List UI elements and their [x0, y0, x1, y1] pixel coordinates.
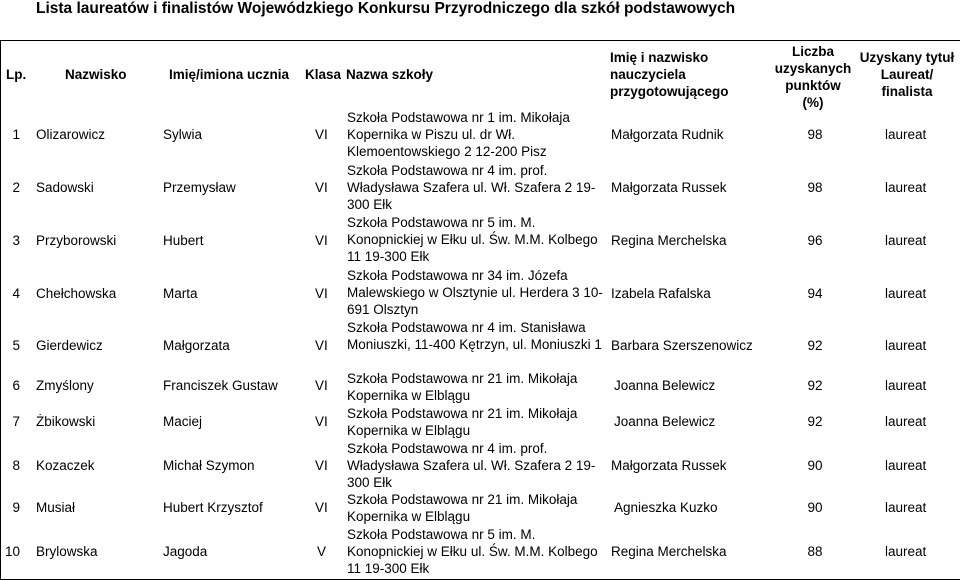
row-lp: 3 — [12, 233, 20, 248]
row-award: laureat — [885, 338, 927, 353]
row-lp: 6 — [12, 378, 20, 393]
row-surname: Brylowska — [36, 544, 98, 559]
row-surname: Sadowski — [36, 180, 94, 195]
row-teacher: Agnieszka Kuzko — [614, 500, 718, 515]
row-school: Szkoła Podstawowa nr 21 im. Mikołaja Kopernika w Elblągu — [347, 371, 578, 403]
header-points-line-1: Liczba — [791, 44, 834, 59]
row-school: Szkoła Podstawowa nr 5 im. M. Konopnickiej w Ełku ul. Św. M.M. Kolbego 11 19-300 Ełk — [347, 215, 598, 264]
row-points: 92 — [807, 414, 823, 429]
row-award: laureat — [885, 414, 927, 429]
header-lp: Lp. — [6, 67, 27, 82]
row-award: laureat — [885, 180, 927, 195]
row-surname: Kozaczek — [36, 458, 95, 473]
row-lp: 9 — [12, 500, 20, 515]
row-lp: 4 — [12, 286, 20, 301]
row-teacher: Izabela Rafalska — [611, 286, 711, 301]
row-points: 98 — [807, 127, 823, 142]
header-school: Nazwa szkoły — [346, 67, 434, 82]
row-points: 92 — [807, 378, 823, 393]
row-lp: 7 — [12, 414, 20, 429]
row-points: 90 — [807, 458, 823, 473]
row-class: VI — [315, 500, 328, 515]
row-lp: 1 — [12, 127, 20, 142]
row-teacher: Małgorzata Russek — [611, 458, 727, 473]
row-award: laureat — [885, 500, 927, 515]
row-class: VI — [315, 378, 328, 393]
row-points: 90 — [807, 500, 823, 515]
row-firstnames: Marta — [163, 286, 198, 301]
row-points: 98 — [807, 180, 823, 195]
header-points-line-2: uzyskanych — [774, 61, 852, 76]
table-bottom-border — [0, 579, 960, 580]
row-award: laureat — [885, 458, 927, 473]
row-award: laureat — [885, 544, 927, 559]
row-teacher: Joanna Belewicz — [614, 378, 716, 393]
row-teacher: Joanna Belewicz — [614, 414, 716, 429]
header-award-line-3: finalista — [881, 84, 933, 99]
row-points: 94 — [807, 286, 823, 301]
row-school: Szkoła Podstawowa nr 1 im. Mikołaja Kopernika w Piszu ul. dr Wł. Klemoentowskiego 2 12-200 Pisz — [347, 110, 570, 159]
row-surname: Przyborowski — [36, 233, 117, 248]
row-class: V — [317, 544, 327, 559]
header-surname: Nazwisko — [65, 67, 127, 82]
row-school: Szkoła Podstawowa nr 4 im. prof. Władysława Szafera ul. Wł. Szafera 2 19-300 Ełk — [347, 163, 596, 212]
row-class: VI — [315, 180, 328, 195]
row-firstnames: Franciszek Gustaw — [163, 378, 278, 393]
row-class: VI — [315, 127, 328, 142]
header-award-line-2: Laureat/ — [880, 67, 934, 82]
row-firstnames: Małgorzata — [163, 338, 230, 353]
row-firstnames: Sylwia — [163, 127, 203, 142]
row-award: laureat — [885, 127, 927, 142]
row-lp: 5 — [12, 338, 20, 353]
row-class: VI — [315, 414, 328, 429]
row-points: 92 — [807, 338, 823, 353]
row-class: VI — [315, 286, 328, 301]
header-award — [854, 49, 960, 100]
row-points: 88 — [807, 544, 823, 559]
header-points-line-4: (%) — [802, 95, 824, 110]
row-firstnames: Maciej — [163, 414, 203, 429]
header-points-line-3: punktów — [785, 78, 841, 93]
header-teacher-line-1: Imię i nazwisko — [610, 50, 709, 65]
table-top-border — [0, 40, 960, 41]
row-teacher: Regina Merchelska — [611, 233, 727, 248]
row-firstnames: Jagoda — [163, 544, 208, 559]
header-firstnames: Imię/imiona ucznia — [169, 67, 290, 82]
row-award: laureat — [885, 233, 927, 248]
row-class: VI — [315, 338, 328, 353]
header-teacher — [610, 49, 729, 100]
row-teacher: Barbara Szerszenowicz — [611, 338, 753, 353]
row-lp: 10 — [4, 544, 20, 559]
header-points — [772, 43, 854, 111]
row-points: 96 — [807, 233, 823, 248]
row-firstnames: Hubert — [163, 233, 204, 248]
row-school: Szkoła Podstawowa nr 4 im. prof. Władysława Szafera ul. Wł. Szafera 2 19-300 Ełk — [347, 441, 596, 490]
row-firstnames: Hubert Krzysztof — [163, 500, 263, 515]
row-surname: Olizarowicz — [36, 127, 106, 142]
row-surname: Musiał — [36, 500, 76, 515]
row-school: Szkoła Podstawowa nr 4 im. Stanisława Moniuszki, 11-400 Kętrzyn, ul. Moniuszki 1 — [347, 320, 602, 352]
row-firstnames: Przemysław — [163, 180, 236, 195]
row-school: Szkoła Podstawowa nr 21 im. Mikołaja Kopernika w Elblągu — [347, 492, 578, 524]
row-lp: 8 — [12, 458, 20, 473]
row-award: laureat — [885, 286, 927, 301]
page-title: Lista laureatów i finalistów Wojewódzkiego Konkursu Przyrodniczego dla szkół podstawowych — [36, 0, 736, 17]
row-school: Szkoła Podstawowa nr 5 im. M. Konopnickiej w Ełku ul. Św. M.M. Kolbego 11 19-300 Ełk — [347, 527, 598, 576]
row-award: laureat — [885, 378, 927, 393]
header-teacher-line-2: nauczyciela — [610, 67, 686, 82]
row-class: VI — [315, 458, 328, 473]
row-teacher: Małgorzata Russek — [611, 180, 727, 195]
row-surname: Chełchowska — [36, 286, 117, 301]
row-teacher: Małgorzata Rudnik — [611, 127, 724, 142]
row-surname: Żbikowski — [36, 414, 96, 429]
header-teacher-line-3: przygotowującego — [610, 84, 729, 99]
row-lp: 2 — [12, 180, 20, 195]
row-school: Szkoła Podstawowa nr 21 im. Mikołaja Kopernika w Elblągu — [347, 406, 578, 438]
row-surname: Zmyślony — [36, 378, 94, 393]
header-award-line-1: Uzyskany tytuł — [859, 50, 955, 65]
header-class: Klasa — [305, 67, 342, 82]
row-firstnames: Michał Szymon — [163, 458, 255, 473]
row-class: VI — [315, 233, 328, 248]
row-school: Szkoła Podstawowa nr 34 im. Józefa Malewskiego w Olsztynie ul. Herdera 3 10-691 Olsztyn — [347, 268, 603, 317]
row-surname: Gierdewicz — [36, 338, 103, 353]
row-teacher: Regina Merchelska — [611, 544, 727, 559]
